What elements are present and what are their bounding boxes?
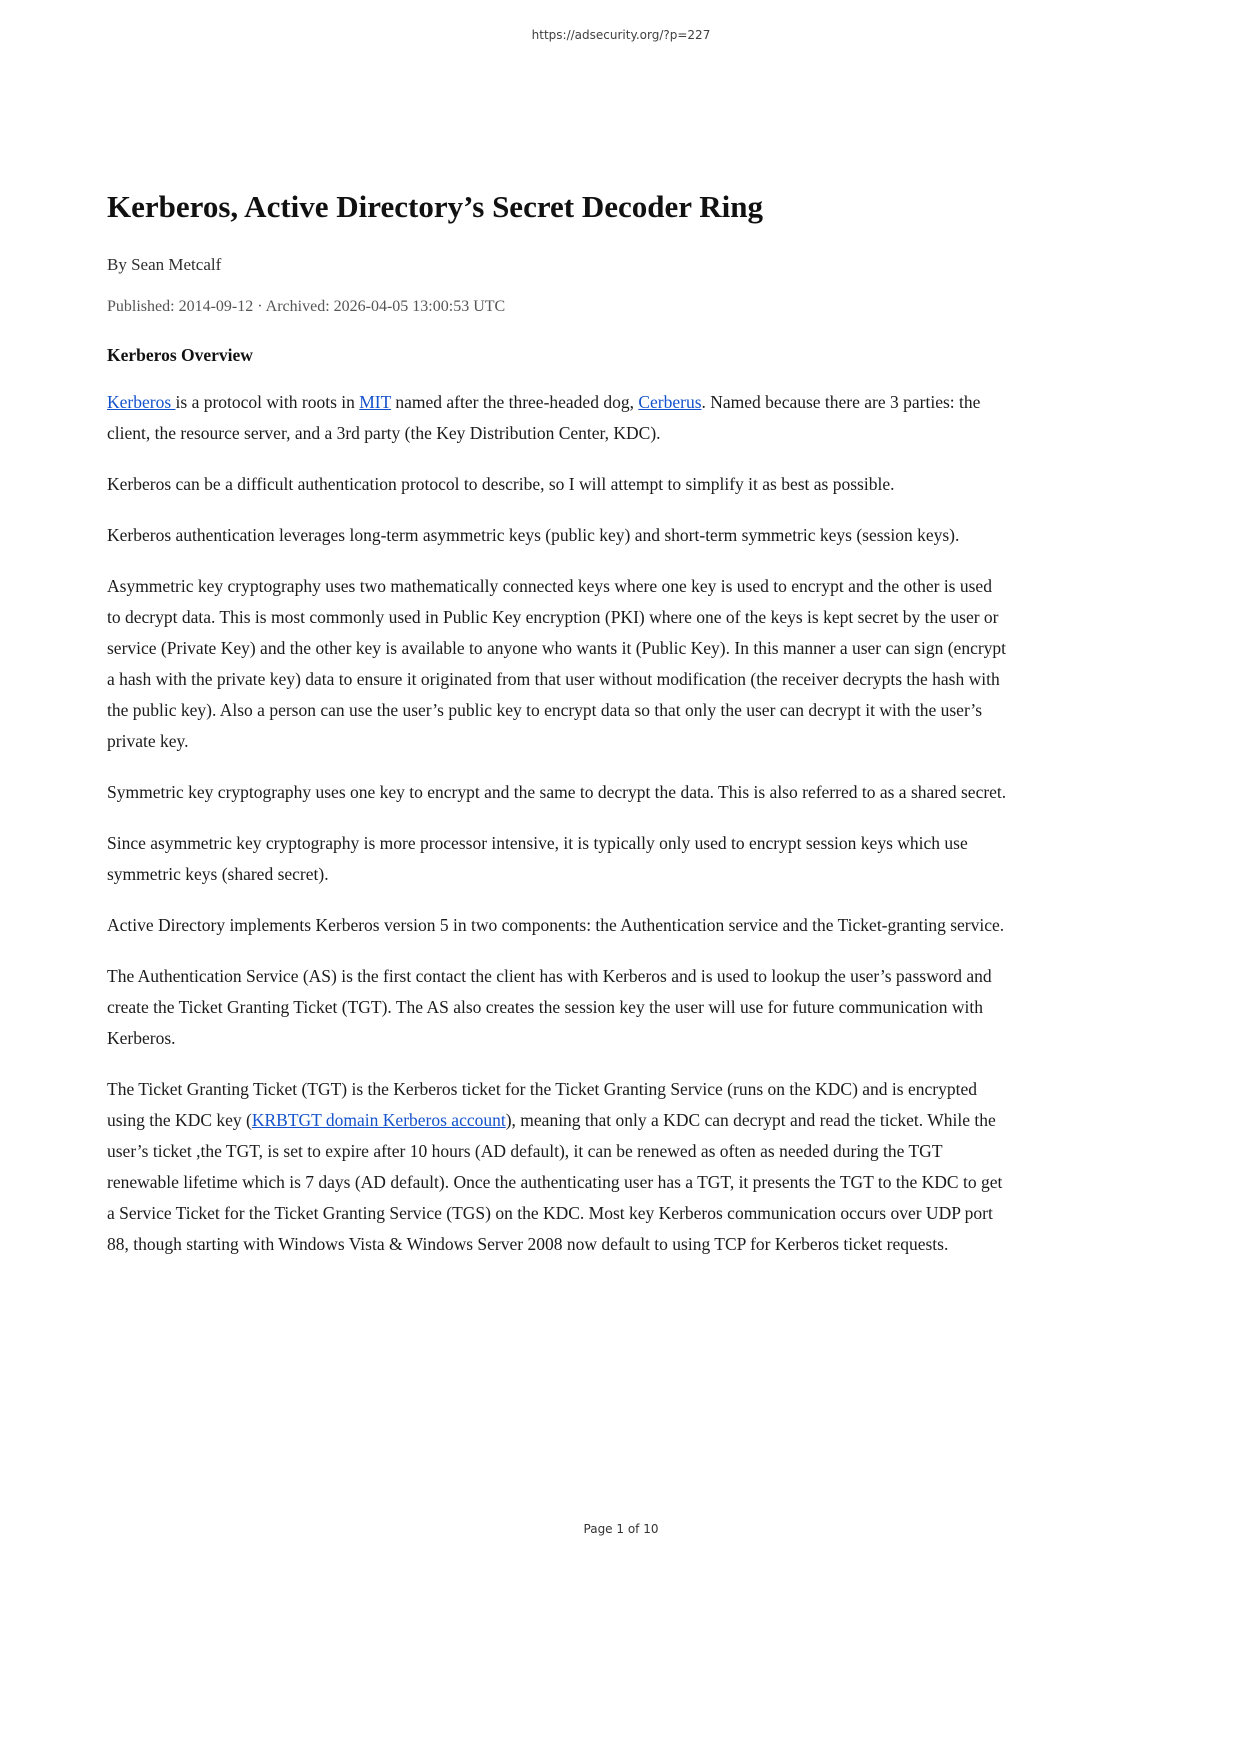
text-segment: . Named because there are 3 parties: the client, the resource server, and a 3rd party (the Key Distribution Center, KDC). [107, 392, 981, 444]
text-segment: named after the three-headed dog, [391, 392, 639, 413]
paragraph-7: Active Directory implements Kerberos version 5 in two components: the Authentication service and the Ticket-granting service. [107, 915, 1005, 936]
text-segment: The Ticket Granting Ticket (TGT) is the Kerberos ticket for the Ticket Granting Service (runs on the KDC) and is encrypted using the KDC key ( [107, 1079, 977, 1131]
paragraph-1 [107, 387, 1007, 449]
paragraph-4: Asymmetric key cryptography uses two mathematically connected keys where one key is used to encrypt and the other is used to decrypt data. This is most commonly used in Public Key encryption (PKI) where one of the keys is kept secret by the user or service (Private Key) and the other key is available to anyone who wants it (Public Key). In this manner a user can sign (encrypt a hash with the private key) data to ensure it originated from that user without modification (the receiver decrypts the hash with the public key). Also a person can use the user’s public key to encrypt data so that only the user can decrypt it with the user’s private key. [107, 576, 1007, 752]
paragraph-6: Since asymmetric key cryptography is more processor intensive, it is typically only used to encrypt session keys which use symmetric keys (shared secret). [107, 833, 968, 885]
section-heading: Kerberos Overview [107, 345, 253, 366]
page-footer [0, 1522, 1242, 1536]
article-title: Kerberos, Active Directory’s Secret Decoder Ring [107, 189, 763, 224]
page-header [0, 28, 1242, 42]
byline: By Sean Metcalf [107, 255, 222, 275]
text-segment: ), meaning that only a KDC can decrypt and read the ticket. While the user’s ticket ,the TGT, is set to expire after 10 hours (AD default), it can be renewed as often as needed during the TGT renewable lifetime which is 7 days (AD default). Once the authenticating user has a TGT, it presents the TGT to the KDC to get a Service Ticket for the Ticket Granting Service (TGS) on the KDC. Most key Kerberos communication occurs over UDP port 88, though starting with Windows Vista & Windows Server 2008 now default to using TCP for Kerberos ticket requests. [107, 1110, 1003, 1255]
link-mit[interactable]: MIT [359, 392, 392, 413]
paragraph-5: Symmetric key cryptography uses one key to encrypt and the same to decrypt the data. This is also referred to as a shared secret. [107, 782, 1007, 803]
link-kerberos[interactable]: Kerberos [107, 392, 176, 413]
source-url: https://adsecurity.org/?p=227 [531, 28, 711, 42]
paragraph-8: The Authentication Service (AS) is the first contact the client has with Kerberos and is used to lookup the user’s password and create the Ticket Granting Ticket (TGT). The AS also creates the session key the user will use for future communication with Kerberos. [107, 966, 992, 1049]
paragraph-9 [107, 1074, 1007, 1260]
page-number: Page 1 of 10 [583, 1522, 659, 1536]
link-cerberus[interactable]: Cerberus [638, 392, 702, 413]
paragraph-3: Kerberos authentication leverages long-term asymmetric keys (public key) and short-term symmetric keys (session keys). [107, 525, 960, 546]
text-segment: is a protocol with roots in [175, 392, 360, 413]
published-meta: Published: 2014-09-12 · Archived: 2026-04-05 13:00:53 UTC [107, 298, 506, 316]
paragraph-2: Kerberos can be a difficult authentication protocol to describe, so I will attempt to simplify it as best as possible. [107, 474, 895, 495]
link-krbtgt[interactable]: KRBTGT domain Kerberos account [251, 1110, 506, 1131]
article [107, 188, 1007, 1280]
